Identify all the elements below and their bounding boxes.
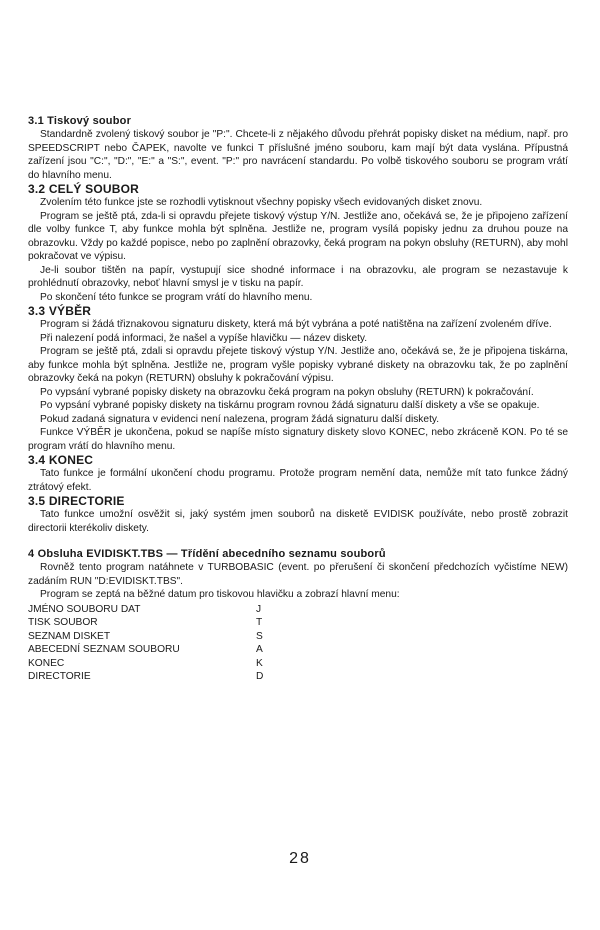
page-number: 28 (289, 850, 311, 867)
document-page (28, 114, 568, 684)
sections-container (28, 114, 568, 535)
menu-item-key: J (256, 603, 262, 615)
menu-item-key: T (256, 617, 263, 628)
menu-row (28, 630, 568, 644)
section-paragraph: Tato funkce je formální ukončení chodu programu. Protože program nemění data, nemůže mít tato funkce žádný ztrátový efekt. (28, 468, 568, 493)
section-gap (28, 535, 568, 547)
menu-item-key: S (256, 630, 263, 642)
menu-item-key: A (256, 644, 263, 655)
menu-item-label: SEZNAM DISKET (28, 630, 111, 642)
chapter-4 (28, 547, 568, 684)
section-paragraph: Funkce VÝBĚR je ukončena, pokud se napíše místo signatury diskety slovo KONEC, nebo zkráceně KON. Po té se program vrátí do hlavního menu. (28, 427, 568, 452)
section-paragraph: Po vypsání vybrané popisky diskety na obrazovku čeká program na pokyn obsluhy (RETURN) k pokračování. (40, 386, 534, 398)
chapter-4-paragraph: Program se zeptá na běžné datum pro tiskovou hlavičku a zobrazí hlavní menu: (40, 589, 400, 600)
menu-item-label: JMÉNO SOUBORU DAT (28, 603, 141, 615)
section-paragraph: Program se ještě ptá, zda-li si opravdu přejete tiskový výstup Y/N. Jestliže ano, očekává se, že je připojeno zařízení dle volby funkce T, aby funkce mohla být splněna. Jestliže ne, program vysílá popisky jednu za druhou pouze na obrazovku. Vždy po každé popisce, nebo po zaplnění obrazovky, čeká program na pokyn obsluhy (RETURN), aby mohl pokračovat ve výpisu. (28, 210, 568, 262)
menu-item-key: D (256, 671, 264, 682)
section-paragraph: Standardně zvolený tiskový soubor je "P:". Chcete-li z nějakého důvodu přehrát popisky disket na médium, např. pro SPEEDSCRIPT nebo ČAPEK, navolte ve funkci T příslušné jméno souboru, kam mají být data vyslána. Přípustná zařízení jsou "C:", "D:", "E:" a "S:", event. "P:" pro navrácení standardu. Po volbě tiskového souboru se program vrátí do hlavního menu. (28, 129, 568, 181)
menu-row (28, 603, 568, 617)
menu-item-label: DIRECTORIE (28, 671, 91, 682)
menu-item-label: ABECEDNÍ SEZNAM SOUBORU (28, 644, 180, 655)
menu-item-label: TISK SOUBOR (28, 617, 98, 628)
menu-item-key: K (256, 657, 263, 669)
section-title: 3.4 KONEC (28, 453, 94, 467)
menu-row (28, 616, 568, 630)
menu-row (28, 643, 568, 657)
section-paragraph: Je-li soubor tištěn na papír, vystupují sice shodné informace i na obrazovku, ale program se nezastavuje k prohlédnutí obrazovky, neboť hlavní smysl je v tisku na papír. (28, 264, 568, 289)
menu-row (28, 670, 568, 684)
section-title: 3.5 DIRECTORIE (28, 494, 125, 508)
section-paragraph: Program si žádá třiznakovou signaturu diskety, která má být vybrána a poté natištěna na zařízení zvoleném dříve. (40, 319, 552, 330)
section-paragraph: Program se ještě ptá, zdali si opravdu přejete tiskový výstup Y/N. Jestliže ano, očekává se, že je připojena tiskárna, aby funkce mohla být splněna. Jestliže ne, program vyšle popisky vybrané diskety na obrazovku tak, že po zaplnění obrazovky čeká na pokyn (RETURN) obsluhy k pokračování výpisu. (28, 346, 568, 384)
section-title: 3.1 Tiskový soubor (28, 115, 132, 127)
menu-row (28, 657, 568, 671)
section-paragraph: Zvolením této funkce jste se rozhodli vytisknout všechny popisky všech evidovaných disket znovu. (40, 197, 483, 208)
chapter-4-paragraph: Rovněž tento program natáhnete v TURBOBASIC (event. po přerušení či skončení předchozích vyčistíme NEW) zadáním RUN "D:EVIDISKT.TBS". (28, 562, 568, 587)
section-title: 3.2 CELÝ SOUBOR (28, 182, 140, 196)
section-title: 3.3 VÝBĚR (28, 304, 92, 318)
section-paragraph: Pokud zadaná signatura v evidenci není nalezena, program žádá signaturu další diskety. (40, 413, 440, 425)
section-paragraph: Po skončení této funkce se program vrátí do hlavního menu. (40, 291, 313, 303)
chapter-4-title: 4 Obsluha EVIDISKT.TBS — Třídění abecedního seznamu souborů (28, 548, 386, 560)
section-paragraph: Po vypsání vybrané popisky diskety na tiskárnu program rovnou žádá signaturu další diskety a vše se opakuje. (40, 400, 540, 411)
main-menu-list (28, 603, 568, 684)
section-paragraph: Tato funkce umožní osvěžit si, jaký systém jmen souborů na disketě EVIDISK používáte, nebo prostě zobrazit directorii kterékoliv diskety. (28, 509, 568, 534)
section-paragraph: Při nalezení podá informaci, že našel a vypíše hlavičku — název diskety. (40, 332, 368, 344)
menu-item-label: KONEC (28, 657, 65, 669)
